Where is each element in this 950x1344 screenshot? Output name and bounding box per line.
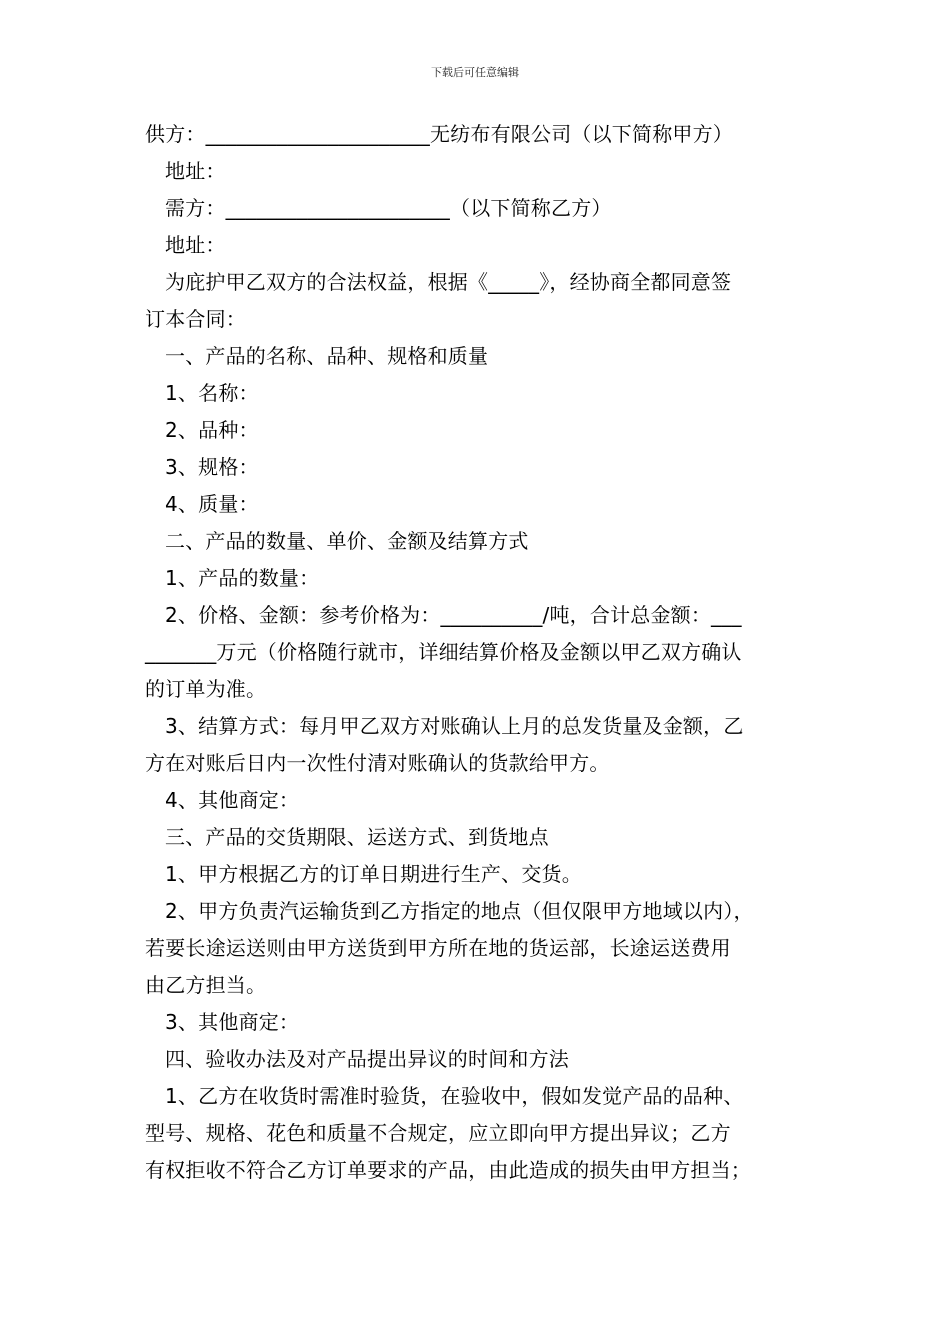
clause-line-cont: 方在对账后日内一次性付清对账确认的货款给甲方。 bbox=[145, 751, 610, 775]
clause-line: 1、产品的数量： bbox=[165, 566, 320, 590]
clause-line-cont: 有权拒收不符合乙方订单要求的产品，由此造成的损失由甲方担当； bbox=[145, 1158, 751, 1182]
section-heading: 三、产品的交货期限、运送方式、到货地点 bbox=[165, 825, 549, 849]
clause-line: 1、甲方根据乙方的订单日期进行生产、交货。 bbox=[165, 862, 582, 886]
clause-line: 3、其他商定： bbox=[165, 1010, 300, 1034]
contract-body bbox=[145, 116, 815, 1189]
clause-line-cont: 由乙方担当。 bbox=[145, 973, 267, 997]
preamble-line: 为庇护甲乙双方的合法权益，根据《_____》，经协商全都同意签 bbox=[165, 270, 732, 294]
section-heading: 一、产品的名称、品种、规格和质量 bbox=[165, 344, 489, 368]
clause-line-cont: 的订单为准。 bbox=[145, 677, 267, 701]
buyer-line: 需方：______________________（以下简称乙方） bbox=[165, 196, 612, 220]
supplier-address-line: 地址： bbox=[165, 159, 226, 183]
supplier-line: 供方：______________________无纺布有限公司（以下简称甲方） bbox=[145, 122, 733, 146]
clause-line: 3、结算方式：每月甲乙双方对账确认上月的总发货量及金额，乙 bbox=[165, 714, 744, 738]
clause-line: 1、乙方在收货时需准时验货，在验收中，假如发觉产品的品种、 bbox=[165, 1084, 744, 1108]
clause-line: 3、规格： bbox=[165, 455, 259, 479]
preamble-line-cont: 订本合同： bbox=[145, 307, 246, 331]
header-note: 下载后可任意编辑 bbox=[431, 66, 519, 79]
section-heading: 二、产品的数量、单价、金额及结算方式 bbox=[165, 529, 529, 553]
clause-line-cont: _______万元（价格随行就市，详细结算价格及金额以甲乙双方确认 bbox=[145, 640, 742, 664]
clause-line: 1、名称： bbox=[165, 381, 259, 405]
buyer-address-line: 地址： bbox=[165, 233, 226, 257]
clause-line: 2、品种： bbox=[165, 418, 259, 442]
clause-line: 2、甲方负责汽运输货到乙方指定的地点（但仅限甲方地域以内）， bbox=[165, 899, 754, 923]
clause-line: 4、质量： bbox=[165, 492, 259, 516]
clause-line: 2、价格、金额：参考价格为：__________/吨，合计总金额：___ bbox=[165, 603, 742, 627]
clause-line-cont: 若要长途运送则由甲方送货到甲方所在地的货运部，长途运送费用 bbox=[145, 936, 731, 960]
clause-line: 4、其他商定： bbox=[165, 788, 300, 812]
section-heading: 四、验收办法及对产品提出异议的时间和方法 bbox=[165, 1047, 569, 1071]
clause-line-cont: 型号、规格、花色和质量不合规定，应立即向甲方提出异议；乙方 bbox=[145, 1121, 731, 1145]
